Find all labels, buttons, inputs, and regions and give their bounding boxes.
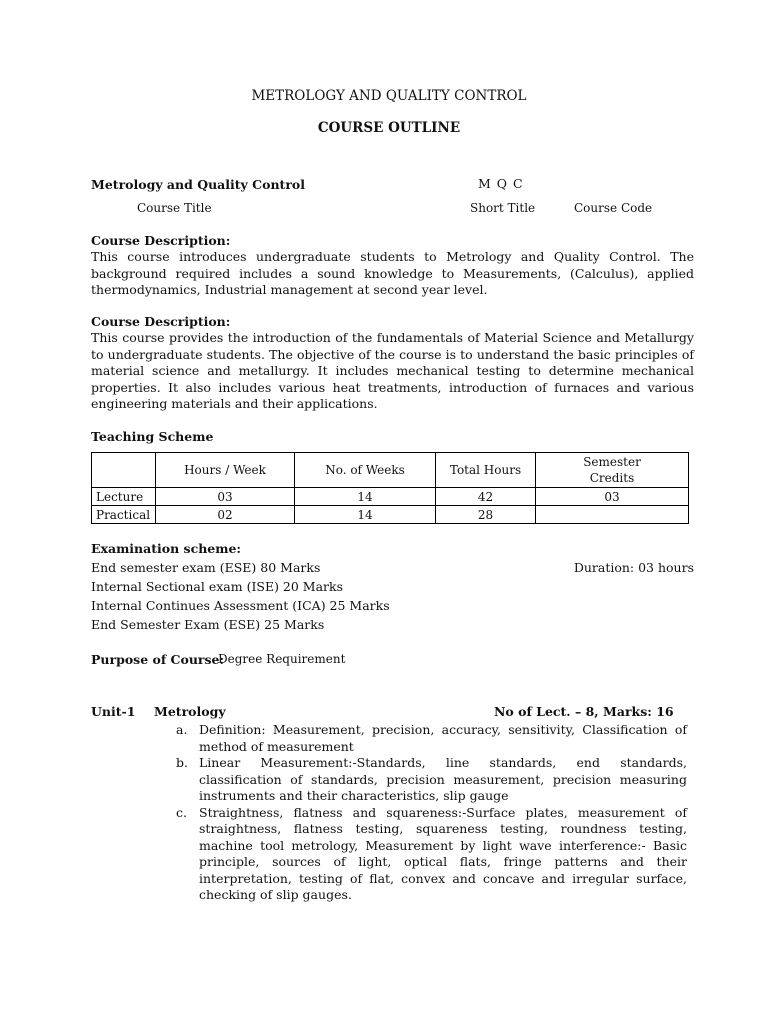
- table-header-cell: Hours / Week: [156, 453, 295, 488]
- list-marker: b.: [176, 755, 188, 770]
- purpose-label: Purpose of Course:: [91, 652, 225, 667]
- table-row: [92, 488, 689, 506]
- list-item: [172, 722, 687, 755]
- purpose-value: Degree Requirement: [218, 652, 346, 666]
- exam-duration: Duration: 03 hours: [573, 560, 694, 575]
- table-cell: 14: [295, 506, 436, 524]
- unit-name: Metrology: [154, 704, 226, 719]
- unit-lecture-marks: No of Lect. – 8, Marks: 16: [494, 704, 674, 719]
- table-header-cell: [92, 453, 156, 488]
- list-marker: a.: [176, 722, 188, 737]
- teaching-scheme-table: [91, 452, 689, 524]
- course-code-label: Course Code: [574, 201, 653, 215]
- table-header-cell: Semester Credits: [536, 453, 689, 488]
- course-title-value: Metrology and Quality Control: [91, 177, 305, 192]
- short-title-label: Short Title: [470, 201, 536, 215]
- description2-heading: Course Description:: [91, 314, 231, 329]
- table-cell: 42: [436, 488, 536, 506]
- list-marker: c.: [176, 804, 187, 820]
- description2-text: This course provides the introduction of the fundamentals of Material Science and Metallurgy to undergraduate students. The objective of the course is to understand the basic principles of material science and metallurgy. It includes mechanical testing to determine mechanical properties. It also includes various heat treatments, introduction of furnaces and various engineering materials and their applications.: [91, 330, 694, 411]
- list-item: [172, 755, 687, 805]
- exam-scheme-heading: Examination scheme:: [91, 541, 242, 556]
- teaching-scheme-heading: Teaching Scheme: [91, 429, 214, 444]
- short-title-value: M Q C: [478, 176, 524, 191]
- table-cell: Practical: [92, 506, 156, 524]
- description1-text: This course introduces undergraduate students to Metrology and Quality Control. The background required includes a sound knowledge to Measurements, (Calculus), applied thermodynamics, Industrial management at second year level.: [91, 249, 694, 297]
- list-item-text: Straightness, flatness and squareness:-Surface plates, measurement of straightness, flatness testing, squareness testing, roundness testing, machine tool metrology, Measurement by light wave interference:- Basic principle, sources of light, optical flats, fringe patterns and their interpretation, testing of flat, convex and concave and irregular surface, checking of slip gauges.: [199, 804, 687, 902]
- table-row: [92, 506, 689, 524]
- table-cell: Lecture: [92, 488, 156, 506]
- table-cell: 03: [156, 488, 295, 506]
- exam-line: End semester exam (ESE) 80 Marks: [91, 560, 321, 575]
- description1-heading: Course Description:: [91, 233, 231, 248]
- table-cell: 28: [436, 506, 536, 524]
- table-cell: [536, 506, 689, 524]
- unit-number: Unit-1: [91, 704, 136, 719]
- exam-line: End Semester Exam (ESE) 25 Marks: [91, 617, 325, 632]
- document-title: METROLOGY AND QUALITY CONTROL: [251, 88, 527, 104]
- unit-topic-list: [172, 722, 687, 904]
- table-header-cell: Total Hours: [436, 453, 536, 488]
- list-item-text: Linear Measurement:-Standards, line standards, end standards, classification of standards, precision measurement, precision measuring instruments and their characteristics, slip gauge: [199, 755, 687, 803]
- list-item: [172, 805, 687, 904]
- exam-line: Internal Continues Assessment (ICA) 25 Marks: [91, 598, 390, 613]
- list-item-text: Definition: Measurement, precision, accuracy, sensitivity, Classification of method of measurement: [199, 722, 687, 754]
- table-cell: 14: [295, 488, 436, 506]
- table-header-cell: No. of Weeks: [295, 453, 436, 488]
- exam-line: Internal Sectional exam (ISE) 20 Marks: [91, 579, 344, 594]
- table-header-row: [92, 453, 689, 488]
- course-title-label: Course Title: [137, 201, 212, 215]
- table-cell: 02: [156, 506, 295, 524]
- document-subtitle: COURSE OUTLINE: [317, 120, 461, 136]
- table-cell: 03: [536, 488, 689, 506]
